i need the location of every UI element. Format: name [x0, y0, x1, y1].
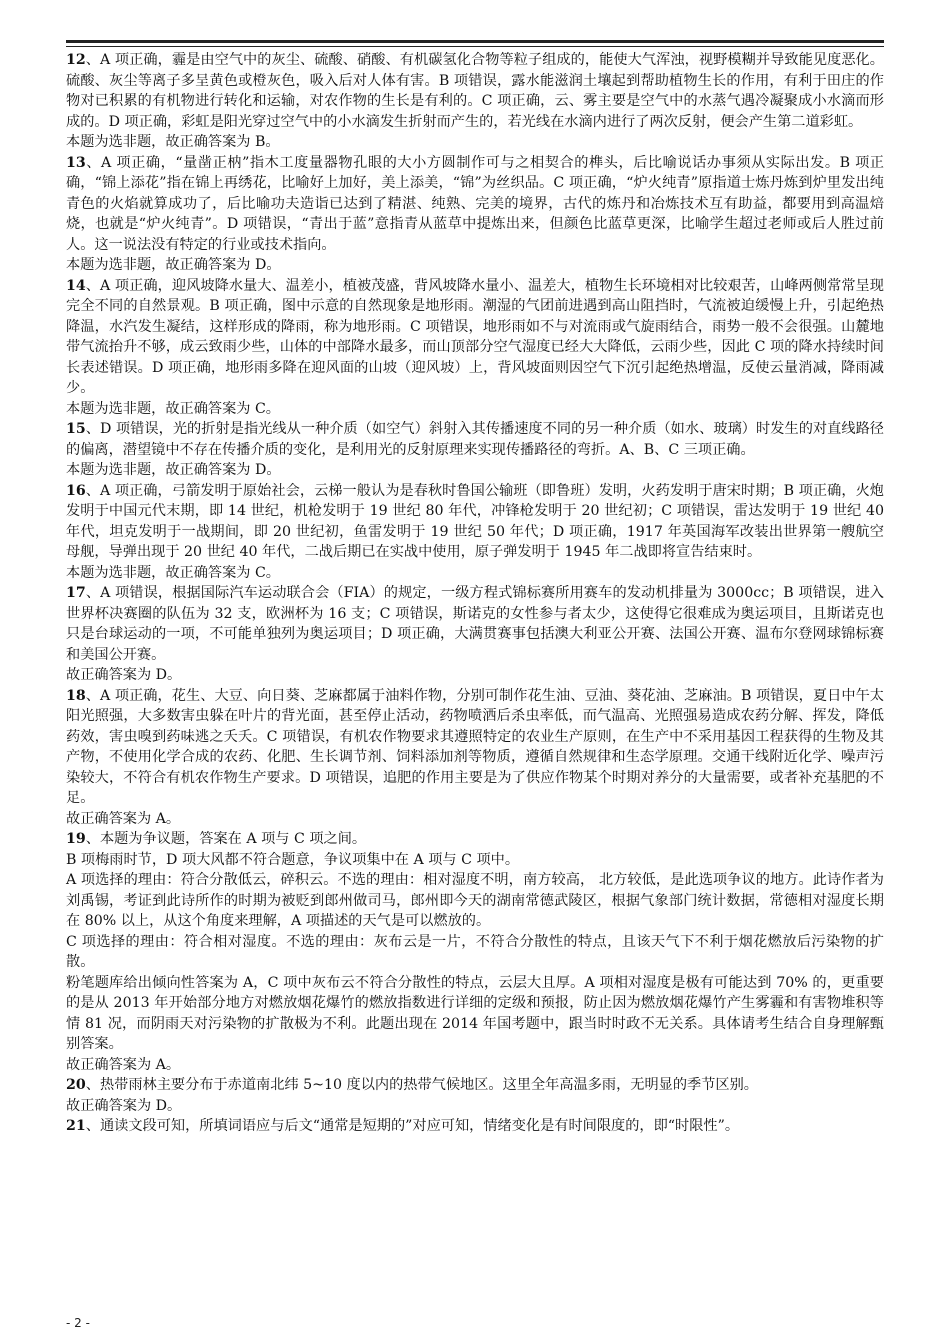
- paragraph: A 项选择的理由：符合分散低云，碎积云。不选的理由：相对湿度不明，南方较高， 北方较低，是此选项争议的地方。此诗作者为刘禹锡，考证到此诗所作的时期为被贬到郎州做司马，郎州即今天的湖南常德武陵区，根据气象部门统计数据，常德相对湿度长期在 80% 以上，从这个角度来理解，A 项描述的天气是可以燃放的。: [66, 872, 884, 929]
- paragraph: 13、A 项正确，“量凿正枘”指木工度量器物孔眼的大小方圆制作可与之相契合的榫头，后比喻说话办事须从实际出发。B 项正确，“锦上添花”指在锦上再绣花，比喻好上加好，美上添美，“锦”为丝织品。C 项正确，“炉火纯青”原指道士炼丹炼到炉里发出纯青色的火焰就算成功了，后比喻功夫造诣已达到了精湛、纯熟、完美的境界，古代的炼丹和冶炼技术互有助益，都要用到高温焙烧，也就是“炉火纯青”。D 项错误，“青出于蓝”意指青从蓝草中提炼出来，但颜色比蓝草更深，比喻学生超过老师或后人胜过前人。这一说法没有特定的行业或技术指向。: [66, 154, 884, 253]
- paragraph: 17、A 项错误，根据国际汽车运动联合会（FIA）的规定，一级方程式锦标赛所用赛车的发动机排量为 3000cc；B 项错误，进入世界杯决赛圈的队伍为 32 支，欧洲杯为 16 支；C 项错误，斯诺克的女性参与者太少，这使得它很难成为奥运项目，且斯诺克也只是台球运动的一项，不可能单独列为奥运项目；D 项正确，大满贯赛事包括澳大利亚公开赛、法国公开赛、温布尔登网球锦标赛和美国公开赛。: [66, 585, 884, 663]
- paragraph: 本题为选非题，故正确答案为 D。: [66, 462, 281, 478]
- paragraph: 本题为选非题，故正确答案为 C。: [66, 400, 280, 417]
- paragraph: 粉笔题库给出倾向性答案为 A，C 项中灰布云不符合分散性的特点，云层大且厚。A 项相对湿度是极有可能达到 70% 的，更重要的是从 2013 年开始部分地方对燃放烟花爆竹的燃放指数进行详细的定级和预报，防止因为燃放烟花爆竹产生雾霾和有害物堆积等情 81 况，而阴雨天对污染物的扩散极为不利。此题出现在 2014 年国考题中，跟当时时政不无关系。具体请考生结合自身理解甄别答案。: [66, 974, 884, 1052]
- paragraph: 20、热带雨林主要分布于赤道南北纬 5~10 度以内的热带气候地区。这里全年高温多雨，无明显的季节区别。: [66, 1077, 758, 1093]
- paragraph: 本题为选非题，故正确答案为 B。: [66, 134, 280, 150]
- document-body: [66, 50, 884, 1137]
- header-rule-thin: [66, 46, 884, 47]
- paragraph: 故正确答案为 A。: [66, 810, 181, 827]
- paragraph: 故正确答案为 D。: [66, 667, 182, 683]
- paragraph: 14、A 项正确，迎风坡降水量大、温差小，植被茂盛，背风坡降水量小、温差大，植物生长环境相对比较艰苦，山峰两侧常常呈现完全不同的自然景观。B 项正确，图中示意的自然现象是地形雨。潮湿的气团前进遇到高山阻挡时，气流被迫缓慢上升，引起绝热降温，水汽发生凝结，这样形成的降雨，称为地形雨。C 项错误，地形雨如不与对流雨或气旋雨结合，雨势一般不会很强。山麓地带气流抬升不够，成云致雨少些，山体的中部降水最多，而山顶部分空气湿度已经大大降低，云雨少些，因此 C 项的降水持续时间长表述错误。D 项正确，地形雨多降在迎风面的山坡（迎风坡）上，背风坡面则因空气下沉引起绝热增温，反使云量消减，降雨减少。: [66, 277, 884, 396]
- paragraph: C 项选择的理由：符合相对湿度。不选的理由：灰布云是一片，不符合分散性的特点，且该天气下不利于烟花燃放后污染物的扩散。: [66, 933, 884, 970]
- paragraph: 19、本题为争议题，答案在 A 项与 C 项之间。: [66, 831, 367, 847]
- paragraph: B 项梅雨时节，D 项大风都不符合题意，争议项集中在 A 项与 C 项中。: [66, 851, 520, 868]
- paragraph: 本题为选非题，故正确答案为 C。: [66, 564, 280, 581]
- paragraph: 12、A 项正确，霾是由空气中的灰尘、硫酸、硝酸、有机碳氢化合物等粒子组成的，能使大气浑浊，视野模糊并导致能见度恶化。硫酸、灰尘等离子多呈黄色或橙灰色，吸入后对人体有害。B 项错误，露水能滋润土壤起到帮助植物生长的作用，有利于田庄的作物对已积累的有机物进行转化和运输，对农作物的生长是有利的。C 项正确，云、雾主要是空气中的水蒸气遇冷凝聚成小水滴而形成的。D 项正确，彩虹是阳光穿过空气中的小水滴发生折射而产生的，若光线在水滴内进行了两次反射，便会产生第二道彩虹。: [66, 52, 884, 130]
- paragraph: 15、D 项错误，光的折射是指光线从一种介质（如空气）斜射入其传播速度不同的另一种介质（如水、玻璃）时发生的对直线路径的偏离，潜望镜中不存在传播介质的变化，是利用光的反射原理来实现传播路径的弯折。A、B、C 三项正确。: [66, 421, 884, 458]
- paragraph: 21、通读文段可知，所填词语应与后文“通常是短期的”对应可知，情绪变化是有时间限度的，即“时限性”。: [66, 1118, 740, 1134]
- paragraph: 本题为选非题，故正确答案为 D。: [66, 257, 281, 273]
- paragraph: 16、A 项正确，弓箭发明于原始社会，云梯一般认为是春秋时鲁国公输班（即鲁班）发明，火药发明于唐宋时期；B 项正确，火炮发明于中国元代末期，即 14 世纪，机枪发明于 19 世纪 80 年代，冲锋枪发明于 20 世纪初；C 项错误，雷达发明于 19 世纪 40 年代，坦克发明于一战期间，即 20 世纪初，鱼雷发明于 19 世纪 50 年代；D 项正确，1917 年英国海军改装出世界第一艘航空母舰，导弹出现于 20 世纪 40 年代，二战后期已在实战中使用，原子弹发明于 1945 年二战即将宣告结束时。: [66, 482, 884, 560]
- header-rule-thick: [66, 40, 884, 43]
- page-number: - 2 -: [66, 1316, 90, 1330]
- paragraph: 故正确答案为 D。: [66, 1097, 182, 1114]
- paragraph: 18、A 项正确，花生、大豆、向日葵、芝麻都属于油料作物，分别可制作花生油、豆油、葵花油、芝麻油。B 项错误，夏日中午太阳光照强，大多数害虫躲在叶片的背光面，甚至停止活动，药物喷洒后杀虫率低，而气温高、光照强易造成农药分解、挥发，降低药效，害虫嗅到药味逃之夭夭。C 项错误，有机农作物要求其遵照特定的农业生产原则，在生产中不采用基因工程获得的生物及其产物，不使用化学合成的农药、化肥、生长调节剂、饲料添加剂等物质，遵循自然规律和生态学原理。交通干线附近化学、噪声污染较大，不符合有机农作物生产要求。D 项错误，追肥的作用主要是为了供应作物某个时期对养分的大量需要，或者补充基肥的不足。: [66, 687, 884, 806]
- paragraph: 故正确答案为 A。: [66, 1056, 181, 1073]
